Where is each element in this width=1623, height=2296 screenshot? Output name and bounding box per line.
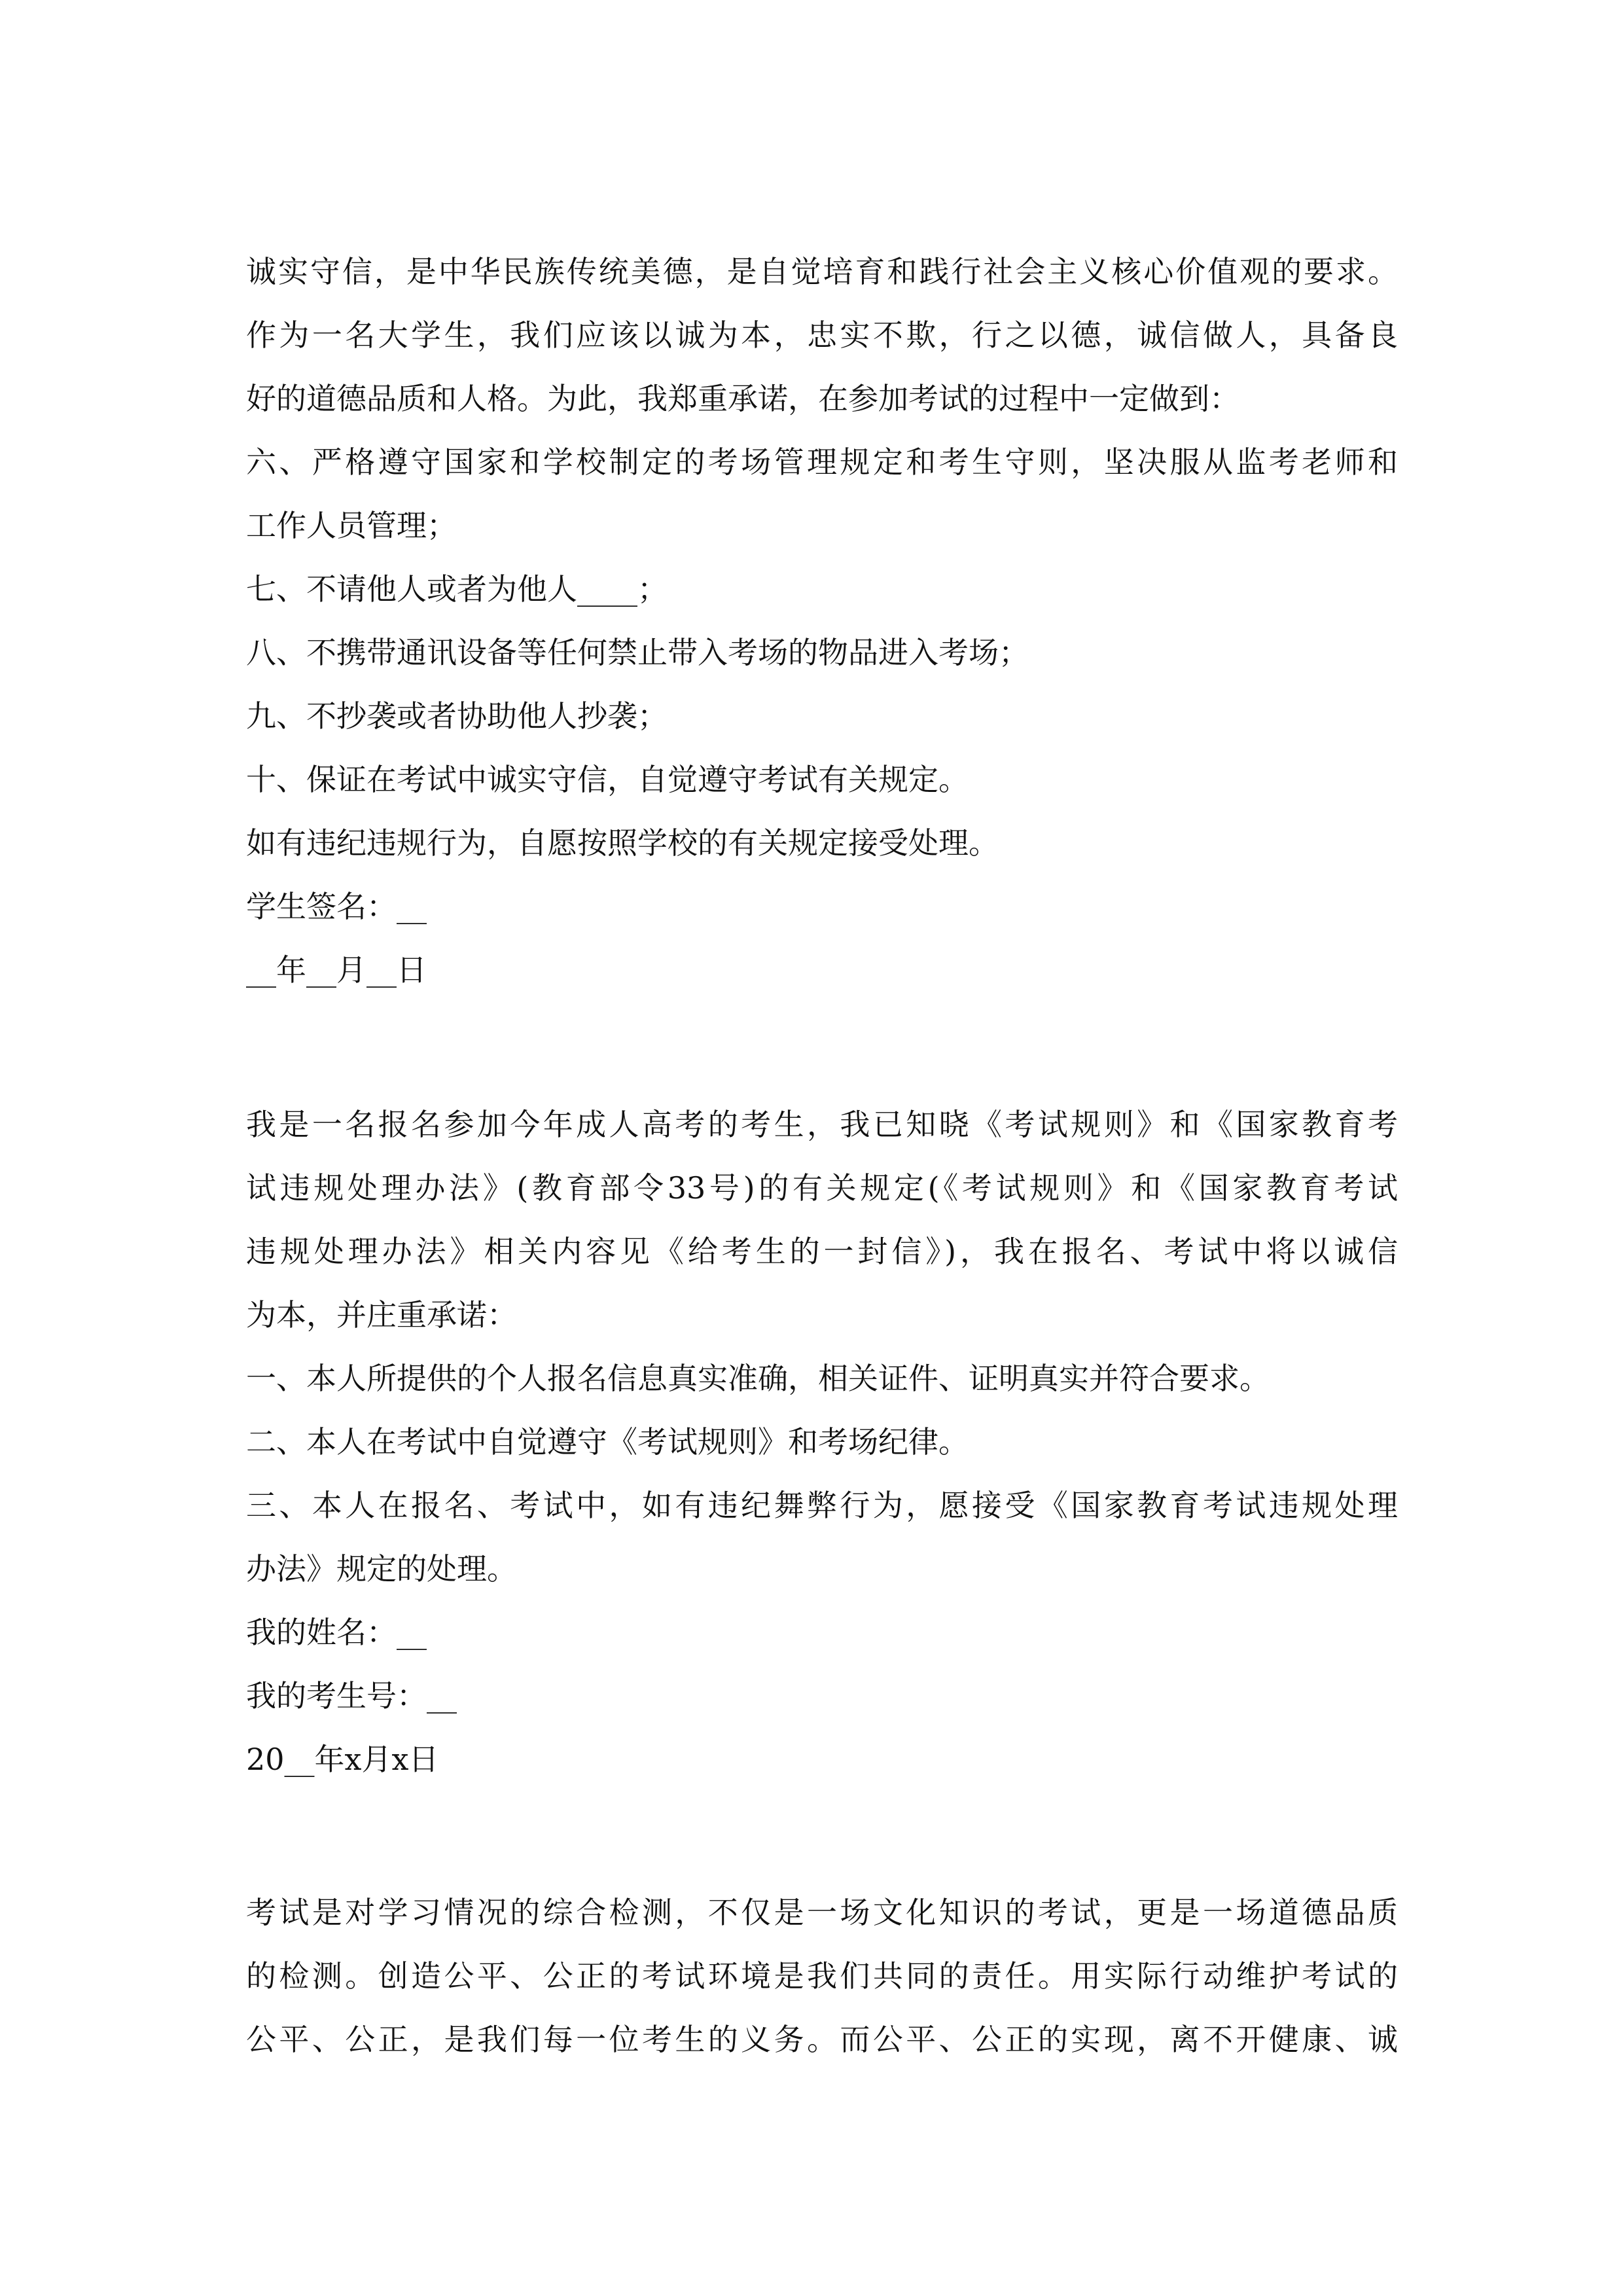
pledge-item-9: 九、不抄袭或者协助他人抄袭； xyxy=(246,698,668,734)
date-field: __年__月__日 xyxy=(246,952,427,988)
paragraph-line: 好的道德品质和人格。为此，我郑重承诺，在参加考试的过程中一定做到： xyxy=(246,381,1240,416)
student-signature-field: 学生签名：__ xyxy=(246,889,427,924)
pledge-item-2: 二、本人在考试中自觉遵守《考试规则》和考场纪律。 xyxy=(246,1424,969,1460)
name-field: 我的姓名：__ xyxy=(246,1615,427,1650)
pledge-item-10: 十、保证在考试中诚实守信，自觉遵守考试有关规定。 xyxy=(246,762,969,797)
paragraph-line: 诚实守信，是中华民族传统美德，是自觉培育和践行社会主义核心价值观的要求。 xyxy=(246,254,1398,289)
paragraph-line: 作为一名大学生，我们应该以诚为本，忠实不欺，行之以德，诚信做人，具备良 xyxy=(246,317,1398,353)
paragraph-line: 办法》规定的处理。 xyxy=(246,1551,517,1587)
paragraph-line: 违规处理办法》相关内容见《给考生的一封信》)，我在报名、考试中将以诚信 xyxy=(246,1234,1398,1269)
paragraph-line: 试违规处理办法》(教育部令33号)的有关规定(《考试规则》和《国家教育考试 xyxy=(246,1170,1398,1206)
pledge-item-8: 八、不携带通讯设备等任何禁止带入考场的物品进入考场； xyxy=(246,635,1029,670)
paragraph-line: 为本，并庄重承诺： xyxy=(246,1297,517,1333)
pledge-item-7: 七、不请他人或者为他人____； xyxy=(246,571,668,607)
paragraph-line: 的检测。创造公平、公正的考试环境是我们共同的责任。用实际行动维护考试的 xyxy=(246,1958,1398,1994)
paragraph-line: 公平、公正，是我们每一位考生的义务。而公平、公正的实现，离不开健康、诚 xyxy=(246,2022,1398,2057)
date-field: 20__年x月x日 xyxy=(246,1742,439,1777)
paragraph-line: 工作人员管理； xyxy=(246,508,457,543)
paragraph-line: 我是一名报名参加今年成人高考的考生，我已知晓《考试规则》和《国家教育考 xyxy=(246,1107,1398,1142)
paragraph-line: 考试是对学习情况的综合检测，不仅是一场文化知识的考试，更是一场道德品质 xyxy=(246,1895,1398,1930)
exam-number-field: 我的考生号：__ xyxy=(246,1678,457,1713)
pledge-item-1: 一、本人所提供的个人报名信息真实准确，相关证件、证明真实并符合要求。 xyxy=(246,1361,1270,1396)
pledge-item-3: 三、本人在报名、考试中，如有违纪舞弊行为，愿接受《国家教育考试违规处理 xyxy=(246,1488,1398,1523)
pledge-item-6: 六、严格遵守国家和学校制定的考场管理规定和考生守则，坚决服从监考老师和 xyxy=(246,444,1398,480)
paragraph-line: 如有违纪违规行为，自愿按照学校的有关规定接受处理。 xyxy=(246,825,999,861)
